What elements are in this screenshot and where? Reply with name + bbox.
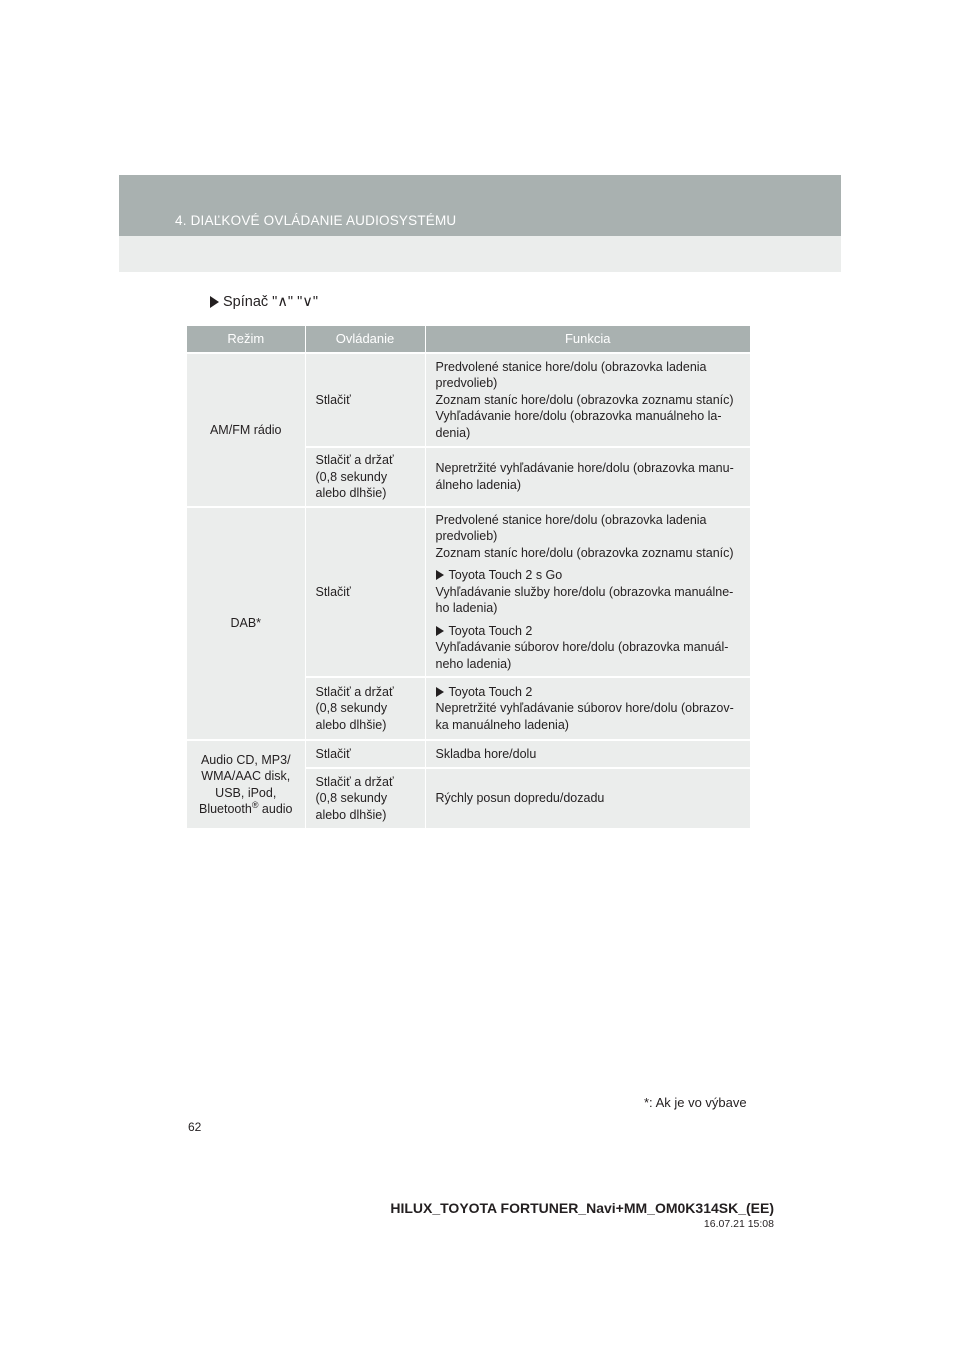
mode-cell-audio	[187, 740, 305, 828]
mode-cell-dab	[187, 507, 305, 741]
function-line: Vyhľadávanie služby hore/dolu (obrazovka manuálne-ho ladenia)	[435, 584, 734, 615]
model-name: Toyota Touch 2	[448, 684, 533, 699]
table-header-row	[187, 326, 750, 353]
control-cell	[305, 447, 425, 507]
control-label: Stlačiť a držať (0,8 sekundy alebo dlhšie)	[315, 453, 394, 500]
header-control: Ovládanie	[305, 326, 425, 353]
page-number: 62	[188, 1120, 202, 1134]
header-band	[119, 175, 841, 272]
mode-cell-am-fm	[187, 353, 305, 507]
function-line: Zoznam staníc hore/dolu (obrazovka zoznamu staníc)	[435, 392, 734, 407]
function-line: Vyhľadávanie súborov hore/dolu (obrazovka manuál-neho ladenia)	[435, 640, 729, 671]
table-row	[187, 353, 750, 447]
document-date: 16.07.21 15:08	[703, 1218, 774, 1230]
function-line: Predvolené stanice hore/dolu (obrazovka ladenia predvolieb)	[435, 512, 707, 543]
header-bar	[119, 175, 841, 236]
footnote: *: Ak je vo výbave	[644, 1095, 747, 1110]
model-bullet	[436, 623, 745, 640]
registered-mark: ®	[251, 799, 259, 810]
triangle-bullet-icon	[210, 296, 219, 308]
function-cell	[425, 768, 750, 828]
function-cell	[425, 447, 750, 507]
model-bullet	[436, 684, 745, 701]
table-row	[187, 507, 750, 678]
function-cell	[425, 740, 750, 768]
control-label: Stlačiť	[315, 746, 351, 761]
function-line: Predvolené stanice hore/dolu (obrazovka ladenia predvolieb)	[435, 359, 707, 391]
mode-label: DAB*	[230, 616, 262, 630]
triangle-bullet-icon	[436, 626, 444, 636]
section-title-text: Spínač "∧" "∨"	[223, 294, 319, 310]
control-label: Stlačiť	[315, 392, 351, 407]
chapter-title: 4. DIAĽKOVÉ OVLÁDANIE AUDIOSYSTÉMU	[175, 213, 457, 228]
mode-label-bluetooth	[191, 801, 301, 818]
model-name: Toyota Touch 2	[448, 623, 533, 638]
table-row	[187, 740, 750, 768]
control-label: Stlačiť a držať (0,8 sekundy alebo dlhšie)	[315, 684, 394, 732]
control-cell	[305, 768, 425, 828]
document-id: HILUX_TOYOTA FORTUNER_Navi+MM_OM0K314SK_(EE)	[390, 1200, 774, 1216]
bluetooth-text: Bluetooth	[198, 802, 252, 816]
control-cell	[305, 353, 425, 447]
model-bullet	[436, 567, 745, 584]
function-line: Zoznam staníc hore/dolu (obrazovka zoznamu staníc)	[435, 545, 734, 560]
control-cell	[305, 677, 425, 740]
header-mode: Režim	[187, 326, 305, 353]
mode-label: AM/FM rádio	[209, 422, 282, 437]
header-function: Funkcia	[425, 326, 750, 353]
function-cell	[425, 507, 750, 678]
audio-text: audio	[258, 802, 293, 816]
function-text: Skladba hore/dolu	[435, 746, 537, 761]
control-cell	[305, 740, 425, 768]
mode-label: Audio CD, MP3/ WMA/AAC disk, USB, iPod,	[200, 752, 291, 800]
function-text: Nepretržité vyhľadávanie hore/dolu (obrazovka manu-álneho ladenia)	[435, 461, 734, 492]
model-name: Toyota Touch 2 s Go	[448, 568, 563, 582]
control-label: Stlačiť a držať (0,8 sekundy alebo dlhšie)	[315, 774, 394, 822]
control-label: Stlačiť	[315, 584, 351, 599]
triangle-bullet-icon	[436, 687, 444, 697]
control-cell	[305, 507, 425, 678]
triangle-bullet-icon	[436, 570, 444, 580]
function-line: Nepretržité vyhľadávanie súborov hore/dolu (obrazov-ka manuálneho ladenia)	[435, 701, 734, 732]
function-line: Vyhľadávanie hore/dolu (obrazovka manuálneho la-denia)	[435, 409, 722, 440]
section-title	[210, 294, 318, 310]
operation-table	[187, 326, 750, 828]
function-cell	[425, 677, 750, 740]
function-cell	[425, 353, 750, 447]
function-text: Rýchly posun dopredu/dozadu	[435, 791, 605, 806]
